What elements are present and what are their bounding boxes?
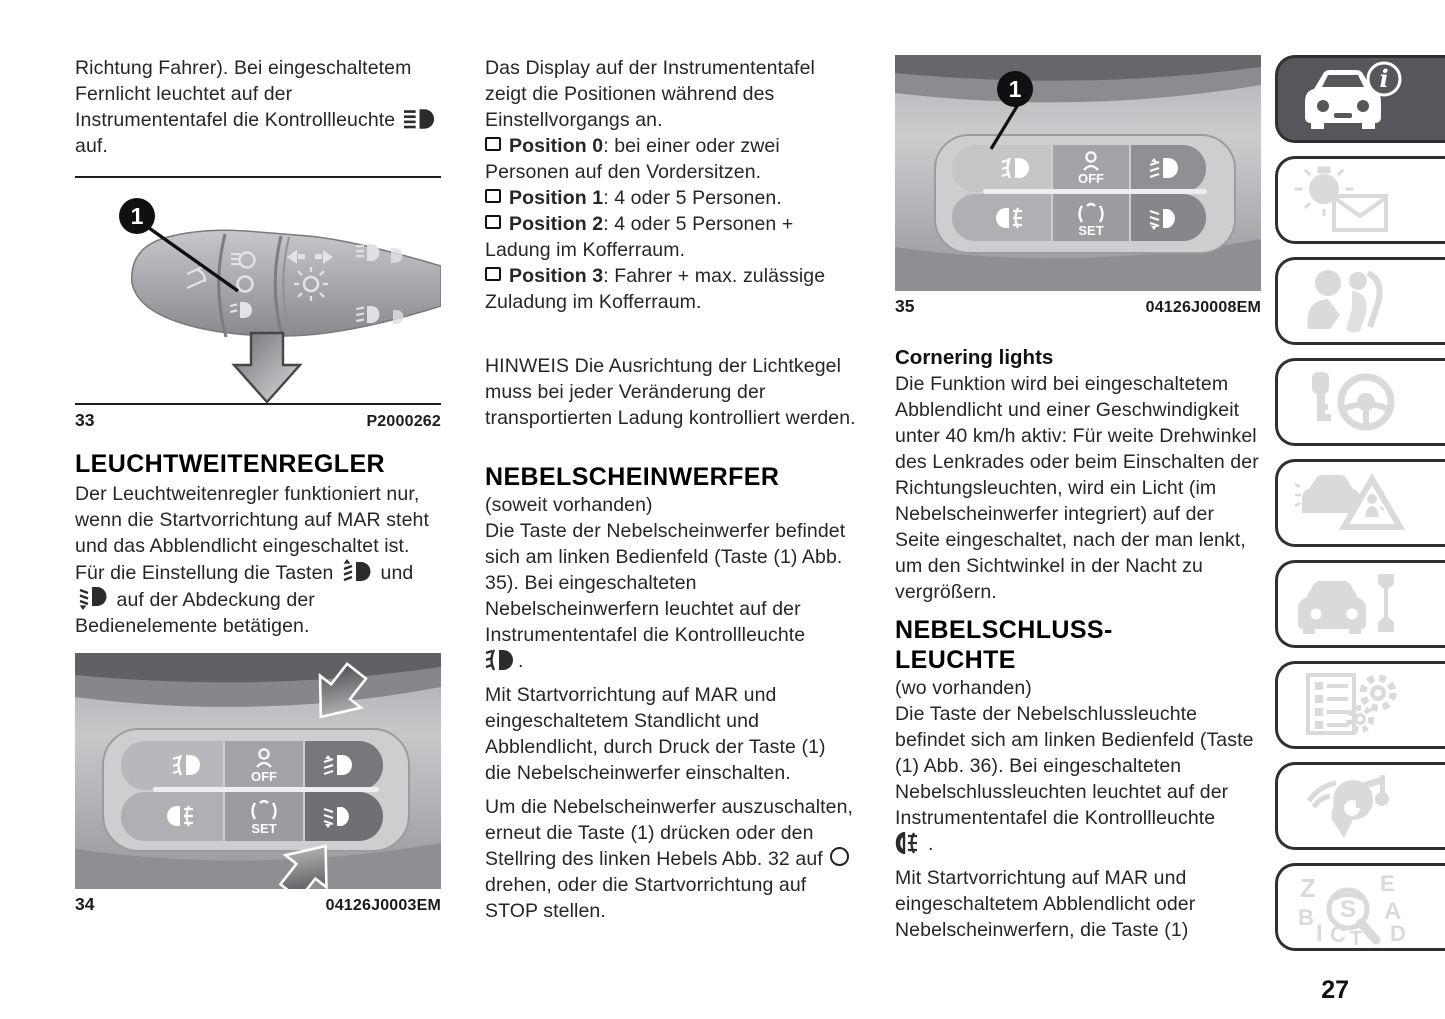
svg-text:D: D [1390, 921, 1406, 945]
icon-suffix: . [518, 650, 524, 672]
figure-number: 33 [75, 410, 95, 430]
position-text: : 4 oder 5 Personen. [603, 187, 782, 209]
intro-text: Richtung Fahrer). Bei eingeschaltetem Fernlicht leuchtet auf der Instrumententafel die Kontrollleuchte [75, 57, 412, 131]
body-text-after: auf der Abdeckung der Bedienelemente betätigen. [75, 589, 315, 637]
body-text-between: und [380, 562, 414, 584]
bullet-square-icon [485, 137, 501, 151]
rear-fog-paragraph-text: Die Taste der Nebelschlussleuchte befindet sich am linken Bedienfeld (Taste (1) Abb. 36). Bei eingeschalteten Nebelschlussleuchten leuchtet auf der Instrumententafel die Kontrollleuchte [895, 703, 1254, 829]
leuchtweitenregler-paragraph [75, 481, 441, 639]
position-1-item [485, 185, 857, 211]
section-title-line2: LEUCHTE [895, 646, 1016, 674]
fog-paragraph-text: Die Taste der Nebelscheinwerfer befindet sich am linken Bedienfeld (Taste (1) Abb. 35). Bei eingeschalteten Nebelscheinwerfern leuchtet auf der Instrumententafel die Kontrollleuchte [485, 520, 846, 646]
headlight-leveling-down-icon [78, 586, 108, 610]
sidebar-tab-technical-data[interactable] [1275, 661, 1445, 749]
sidebar-tab-vehicle-info[interactable] [1275, 55, 1445, 143]
figure-code: P2000262 [366, 413, 441, 430]
front-fog-light-icon [485, 649, 515, 671]
svg-text:T: T [1350, 928, 1363, 945]
figure-code: 04126J0003EM [325, 897, 441, 914]
cornering-lights-subheading: Cornering lights [895, 346, 1054, 369]
svg-text:I: I [1316, 920, 1323, 945]
cornering-lights-paragraph: Die Funktion wird bei eingeschaltetem Abblendlicht und einer Geschwindigkeit unter 40 km/h aktiv: Für weite Drehwinkel des Lenkrades oder beim Einschalten der Richtungsleuchten, wird ein Licht (im Nebelscheinwerfer integriert) auf der Seite eingeschaltet, nach der man lenkt, um den Sichtwinkel in der Nacht zu vergrößern. [895, 373, 1259, 603]
section-title-nebelscheinwerfer: NEBELSCHEINWERFER [485, 463, 780, 491]
figure-code: 04126J0008EM [1145, 299, 1261, 316]
set-button-label: SET [1078, 223, 1104, 238]
section-title-leuchtweitenregler: LEUCHTWEITENREGLER [75, 450, 385, 478]
rear-fog-paragraph [895, 701, 1261, 857]
emergency-icon [1292, 465, 1410, 541]
vehicle-info-icon [1292, 61, 1410, 137]
display-paragraph: Das Display auf der Instrumententafel zeigt die Positionen während des Einstellvorgangs an. [485, 57, 815, 131]
svg-text:i: i [1379, 64, 1389, 93]
position-label: Position 3 [509, 265, 604, 287]
svg-text:C: C [1330, 922, 1346, 945]
mar-rear-fog-paragraph: Mit Startvorrichtung auf MAR und eingeschaltetem Abblendlicht oder Nebelscheinwerfern, die Taste (1) [895, 867, 1196, 941]
sidebar-tab-index[interactable] [1275, 863, 1445, 951]
switch-off-paragraph [485, 794, 857, 924]
position-text: : 4 oder 5 Personen + Ladung im Kofferraum. [485, 213, 794, 261]
page-number: 27 [1321, 976, 1349, 1004]
svg-text:A: A [1384, 898, 1402, 925]
position-0-item [485, 133, 857, 185]
switch-off-text-after: drehen, oder die Startvorrichtung auf STOP stellen. [485, 874, 807, 922]
figure-34-caption [75, 889, 441, 915]
figure-35-caption [895, 291, 1261, 317]
position-label: Position 1 [509, 187, 604, 209]
off-button-label: OFF [251, 769, 277, 784]
figure-33-callout: 1 [130, 203, 144, 229]
svg-text:E: E [1380, 871, 1395, 896]
high-beam-icon [404, 108, 437, 130]
position-2-item [485, 211, 857, 263]
sidebar-tab-starting-driving[interactable] [1275, 358, 1445, 446]
multimedia-icon [1292, 768, 1410, 844]
bullet-square-icon [485, 189, 501, 203]
fog-light-paragraph [485, 518, 857, 674]
figure-number: 35 [895, 296, 915, 316]
mar-paragraph: Mit Startvorrichtung auf MAR und eingeschaltetem Standlicht und Abblendlicht, durch Druck der Taste (1) die Nebelscheinwerfer einschalten. [485, 684, 826, 784]
svg-text:B: B [1298, 905, 1314, 930]
section-title-nebelschlussleuchte [895, 615, 1261, 675]
intro-paragraph [75, 55, 441, 159]
position-label: Position 0 [509, 135, 604, 157]
position-text: : Fahrer + max. zulässige Zuladung im Kofferraum. [485, 265, 826, 313]
body-text-before: Der Leuchtweitenregler funktioniert nur, wenn die Startvorrichtung auf MAR steht und das Abblendlicht eingeschaltet ist. Für die Einstellung die Tasten [75, 483, 429, 584]
icon-suffix: . [928, 833, 934, 855]
safety-icon [1292, 263, 1410, 339]
set-button-label: SET [251, 821, 277, 836]
position-3-item [485, 263, 857, 315]
nebelscheinwerfer-subtitle: (soweit vorhanden) [485, 494, 653, 516]
figure-35-callout: 1 [1008, 76, 1022, 102]
figure-number: 34 [75, 894, 95, 914]
headlight-leveling-up-icon [342, 559, 372, 583]
middle-column [485, 55, 857, 924]
button-panel-photo-35 [895, 55, 1261, 291]
stalk-lever-illustration [75, 178, 441, 403]
position-label: Position 2 [509, 213, 604, 235]
switch-off-text-before: Um die Nebelscheinwerfer auszuschalten, erneut die Taste (1) drücken oder den Stellring des linken Hebels Abb. 32 auf [485, 796, 854, 870]
sidebar-tab-warning-lights[interactable] [1275, 156, 1445, 244]
right-column [895, 55, 1261, 943]
hinweis-paragraph: HINWEIS Die Ausrichtung der Lichtkegel muss bei jeder Veränderung der transportierten Ladung kontrolliert werden. [485, 355, 856, 429]
starting-driving-icon [1292, 364, 1410, 440]
figure-33 [75, 176, 441, 431]
figure-33-caption [75, 405, 441, 431]
intro-suffix: auf. [75, 135, 108, 157]
left-column [75, 55, 441, 915]
sidebar-tab-service-maintenance[interactable] [1275, 560, 1445, 648]
svg-text:Z: Z [1300, 873, 1316, 903]
button-panel-photo-34 [75, 653, 441, 889]
sidebar-tab-emergency[interactable] [1275, 459, 1445, 547]
off-button-label: OFF [1078, 171, 1104, 186]
sidebar-tab-safety[interactable] [1275, 257, 1445, 345]
svg-text:S: S [1340, 896, 1357, 923]
ring-position-o-icon [830, 847, 849, 866]
technical-data-icon [1292, 667, 1410, 743]
figure-35 [895, 55, 1261, 317]
bullet-square-icon [485, 267, 501, 281]
index-icon [1292, 869, 1420, 945]
section-title-line1: NEBELSCHLUSS- [895, 616, 1113, 644]
position-text: : bei einer oder zwei Personen auf den Vordersitzen. [485, 135, 780, 183]
warning-lights-messages-icon [1292, 162, 1410, 238]
service-maintenance-icon [1292, 566, 1410, 642]
rear-fog-light-icon [895, 832, 925, 854]
sidebar-tab-multimedia[interactable] [1275, 762, 1445, 850]
bullet-square-icon [485, 215, 501, 229]
figure-34 [75, 653, 441, 915]
nebelschlussleuchte-subtitle: (wo vorhanden) [895, 677, 1032, 699]
section-tab-sidebar [1275, 55, 1445, 964]
